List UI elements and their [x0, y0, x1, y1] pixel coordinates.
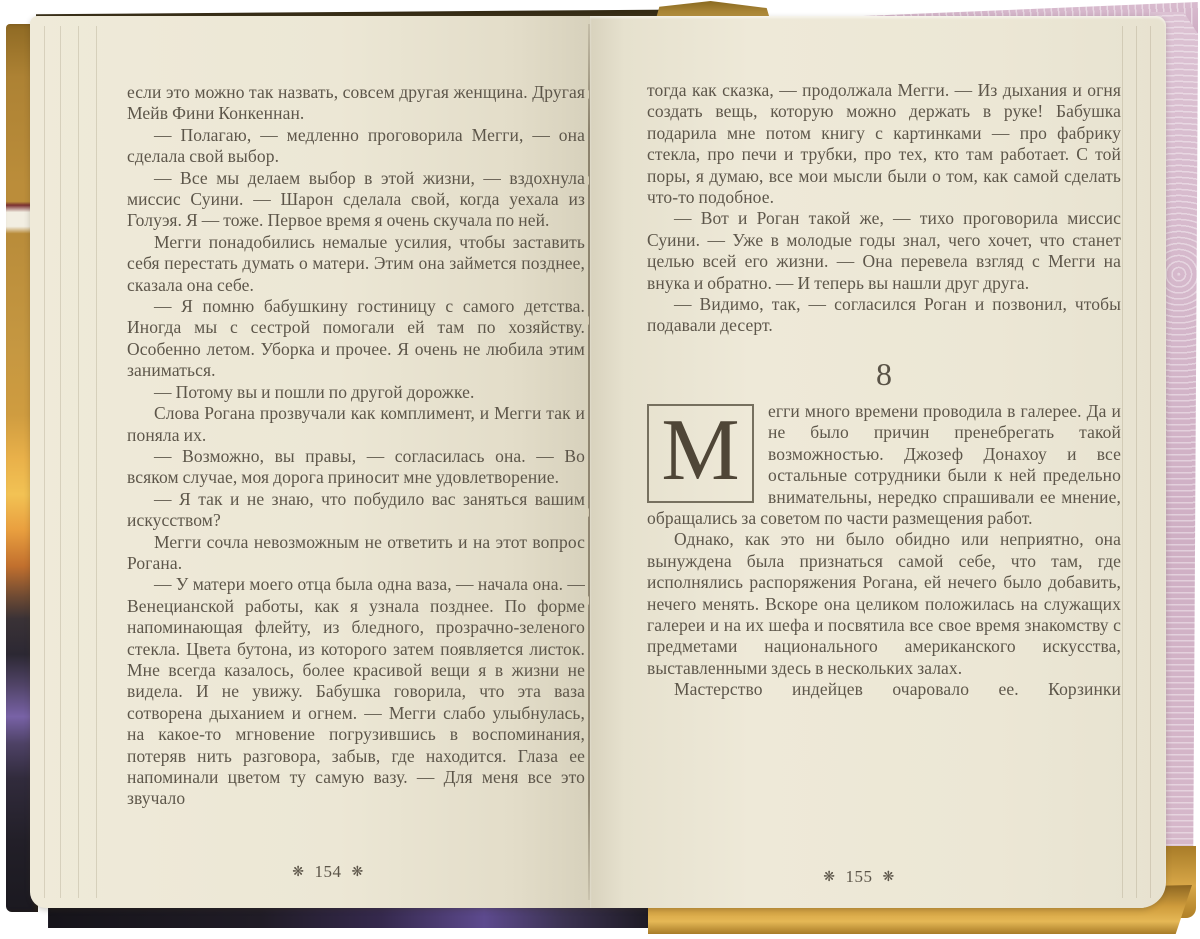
chapter-opening-text: егги много времени проводила в галерее. Да и не было причин пренебрегать такой возможностью. Джозеф Донахоу и все остальные сотрудники были к ней предельно внимательны, нередко спрашивали ее мнение, обращались за советом по части размещения работ.: [647, 400, 1121, 528]
binding-stitch: [586, 316, 589, 325]
drop-cap-letter: М: [647, 404, 754, 503]
footer-ornament-icon: ❋: [882, 870, 895, 885]
page-stack-edge-line: [78, 26, 79, 898]
paragraph: — Видимо, так, — согласился Роган и позвонил, чтобы подавали десерт.: [647, 294, 1121, 336]
page-stack-edge-line: [1136, 26, 1137, 898]
paragraph: — У матери моего отца была одна ваза, — начала она. — Венецианской работы, как я узнала позднее. По форме напоминающая флейту, из бледного, прозрачно-зеленого стекла. Цвета бутона, из которого затем появляется листок. Мне всегда казалось, более красивой вещи я в жизни не видела. И не увижу. Бабушка говорила, что эта ваза сотворена дыханием и огнем. — Мегги слабо улыбнулась, на какое-то мгновение погрузившись в воспоминания, потеряв нить разговора, забыв, где находится. Глаза ее напоминали цветом ту самую вазу. — Для меня все это звучало: [127, 574, 585, 809]
gutter-fold-shadow: [588, 24, 590, 900]
page-right-top-paragraphs: [647, 80, 1121, 337]
page-stack-edge-line: [96, 26, 97, 898]
paragraph: Мегги сочла невозможным не ответить и на этот вопрос Рогана.: [127, 531, 585, 573]
paragraph: тогда как сказка, — продолжала Мегги. — Из дыхания и огня создать вещь, которую можно держать в руке! Бабушка подарила мне потом книгу с картинками — про фабрику стекла, про печи и трубки, про тех, кто там работает. С той поры, я думаю, все мои мысли были о том, как самой сделать что-то подобное.: [647, 80, 1121, 208]
page-number-left: 154: [314, 862, 342, 881]
paragraph: — Вот и Роган такой же, — тихо проговорила миссис Суини. — Уже в молодые годы знал, чего хочет, что станет целью всей его жизни. — Она перевела взгляд с Мегги на внука и обратно. — И теперь вы нашли друг друга.: [647, 208, 1121, 293]
page-spread: [30, 16, 1166, 908]
paragraph: Слова Рогана прозвучали как комплимент, и Мегги так и поняла их.: [127, 403, 585, 445]
page-stack-edge-line: [44, 26, 45, 898]
page-stack-edge-line: [1150, 26, 1151, 898]
page-number-right: 155: [845, 867, 873, 886]
paragraph: Мастерство индейцев очаровало ее. Корзинки: [674, 679, 1121, 700]
paragraph: Однако, как это ни было обидно или неприятно, она вынуждена была признаться самой себе, что там, где исполнялись распоряжения Рогана, ей нечего было добавить, нечего менять. Вскоре она целиком положилась на служащих галереи и на их шефа и посвятила все свое время знакомству с предметами национального американского искусства, выставленными здесь в нескольких залах.: [647, 529, 1121, 678]
binding-stitch: [586, 176, 589, 185]
footer-ornament-icon: ❋: [823, 870, 836, 885]
footer-ornament-icon: ❋: [351, 865, 364, 880]
page-right-bottom-paragraphs: [647, 529, 1121, 700]
paragraph: — Полагаю, — медленно проговорила Мегги, — она сделала свой выбор.: [127, 124, 585, 167]
page-left-footer: [99, 862, 557, 882]
page-stack-edge-line: [1122, 26, 1123, 898]
chapter-opening-paragraph: [647, 401, 1121, 529]
page-right-footer: [622, 867, 1096, 887]
page-left-text: [127, 82, 585, 862]
paragraph: — Я так и не знаю, что побудило вас заняться вашим искусством?: [127, 488, 585, 531]
paragraph: — Все мы делаем выбор в этой жизни, — вздохнула миссис Суини. — Шарон сделала свой, когда уехала из Голуэя. Я — тоже. Первое время я очень скучала по ней.: [127, 167, 585, 231]
paragraph: — Возможно, вы правы, — согласилась она. — Во всяком случае, моя дорога приносит мне удовлетворение.: [127, 445, 585, 488]
page-right-text: [647, 80, 1121, 870]
paragraph: — Я помню бабушкину гостиницу с самого детства. Иногда мы с сестрой помогали ей там по хозяйству. Особенно летом. Уборка и прочее. Я очень не любила этим заниматься.: [127, 296, 585, 381]
paragraph: Мегги понадобились немалые усилия, чтобы заставить себя перестать думать о матери. Этим она займется позднее, сказала она себе.: [127, 231, 585, 295]
binding-stitch: [586, 90, 589, 99]
footer-ornament-icon: ❋: [292, 865, 305, 880]
page-stack-edge-line: [60, 26, 61, 898]
binding-stitch: [586, 596, 589, 605]
binding-stitch: [586, 508, 589, 517]
paragraph: если это можно так назвать, совсем другая женщина. Другая Мейв Фини Конкеннан.: [127, 82, 585, 124]
chapter-number-heading: 8: [875, 355, 893, 392]
paragraph: — Потому вы и пошли по другой дорожке.: [154, 381, 475, 402]
